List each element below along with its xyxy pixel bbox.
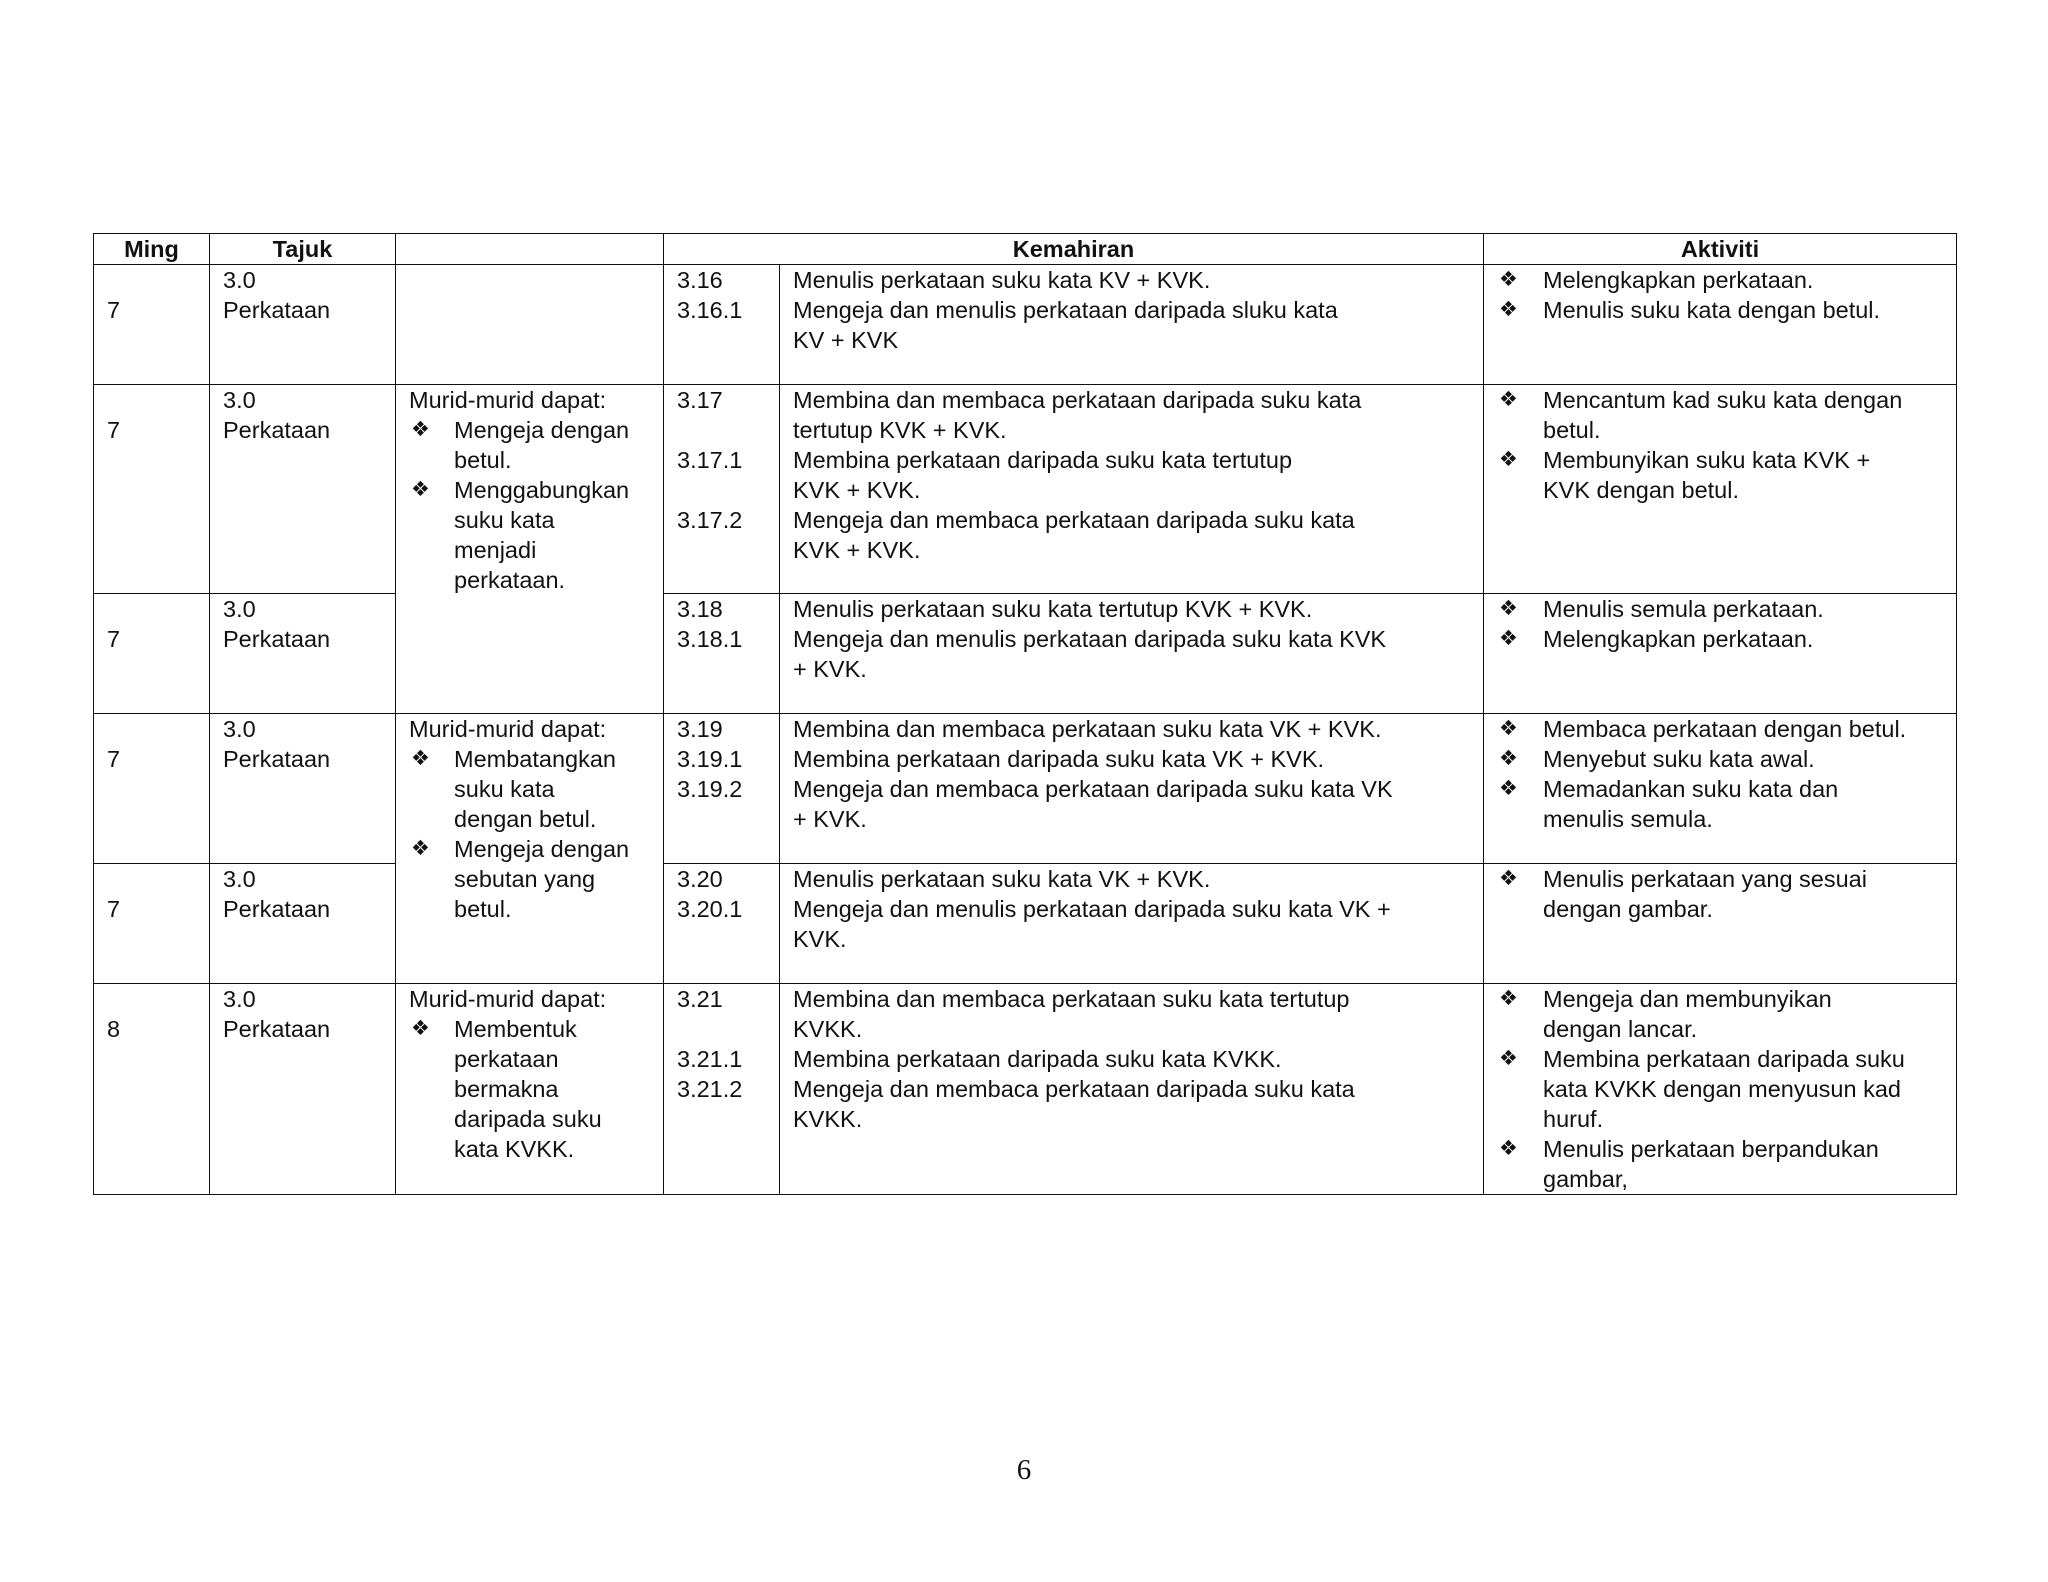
activity-item-text: Mengeja dan membunyikan xyxy=(1543,986,1832,1012)
activity-item-list xyxy=(1497,594,1943,654)
activity-item xyxy=(1497,714,1943,744)
skill-desc-cell xyxy=(780,864,1484,984)
skill-text: Mengeja dan menulis perkataan daripada sluku kata xyxy=(793,297,1338,323)
bullet-diamond-icon: ❖ xyxy=(1499,747,1518,770)
bullet-diamond-icon: ❖ xyxy=(411,747,430,770)
skill-desc-cell xyxy=(780,984,1484,1195)
skill-text: Membina perkataan daripada suku kata KVKK. xyxy=(793,1046,1282,1072)
objective-item-text: suku kata xyxy=(454,776,555,802)
page-number: 6 xyxy=(1016,1454,1032,1486)
skill-text: + KVK. xyxy=(793,806,867,832)
objective-cell xyxy=(396,385,664,714)
blank-line xyxy=(677,325,766,355)
activity-item xyxy=(1497,594,1943,624)
topic-cell xyxy=(210,984,396,1195)
header-objective xyxy=(396,234,664,265)
skill-code-cell xyxy=(664,385,780,594)
skill-text: Menulis perkataan suku kata KV + KVK. xyxy=(793,267,1211,293)
skill-code-cell xyxy=(664,714,780,864)
bullet-diamond-icon: ❖ xyxy=(1499,448,1518,471)
objective-item-text: Menggabungkan xyxy=(454,477,630,503)
bullet-diamond-icon: ❖ xyxy=(411,478,430,501)
activity-item-list xyxy=(1497,385,1943,505)
week-cell: 7 xyxy=(94,594,210,714)
skill-text: Menulis perkataan suku kata VK + KVK. xyxy=(793,866,1211,892)
skill-code: 3.19.2 xyxy=(677,776,743,802)
activity-item-text: Membina perkataan daripada suku xyxy=(1543,1046,1905,1072)
activity-item-text: Memadankan suku kata dan xyxy=(1543,776,1839,802)
week-cell: 7 xyxy=(94,265,210,385)
skill-desc-cell xyxy=(780,594,1484,714)
objective-intro: Murid-murid dapat: xyxy=(409,986,607,1012)
activity-cell xyxy=(1484,385,1957,594)
header-week: Ming xyxy=(94,234,210,265)
activity-item-text: Melengkapkan perkataan. xyxy=(1543,267,1814,293)
activity-cell xyxy=(1484,984,1957,1195)
skill-text: Membina dan membaca perkataan daripada suku kata xyxy=(793,387,1362,413)
activity-item-text: Menulis suku kata dengan betul. xyxy=(1543,297,1881,323)
blank-line xyxy=(677,924,766,954)
skill-text: KVKK. xyxy=(793,1106,863,1132)
skill-code-cell xyxy=(664,594,780,714)
objective-item-list xyxy=(409,744,650,924)
header-row xyxy=(94,234,1957,265)
objective-intro: Murid-murid dapat: xyxy=(409,387,607,413)
blank-line xyxy=(677,654,766,684)
topic-text: 3.0 xyxy=(223,596,256,622)
activity-item-text: kata KVKK dengan menyusun kad xyxy=(1543,1076,1901,1102)
objective-item-text: Membentuk xyxy=(454,1016,577,1042)
activity-item-text: Membunyikan suku kata KVK + xyxy=(1543,447,1871,473)
topic-cell xyxy=(210,594,396,714)
topic-text: 3.0 xyxy=(223,716,256,742)
skill-text: KVKK. xyxy=(793,1016,863,1042)
skill-text: + KVK. xyxy=(793,656,867,682)
skill-text: Mengeja dan menulis perkataan daripada suku kata KVK xyxy=(793,626,1387,652)
topic-text: 3.0 xyxy=(223,866,256,892)
skill-code: 3.17.1 xyxy=(677,447,743,473)
topic-text: Perkataan xyxy=(223,297,331,323)
week-cell: 7 xyxy=(94,864,210,984)
table-row xyxy=(94,714,1957,864)
activity-item-text: dengan gambar. xyxy=(1543,896,1713,922)
week-cell: 7 xyxy=(94,385,210,594)
bullet-diamond-icon: ❖ xyxy=(1499,867,1518,890)
topic-text: Perkataan xyxy=(223,417,331,443)
activity-item-list xyxy=(1497,265,1943,325)
skill-code: 3.21.1 xyxy=(677,1046,743,1072)
objective-item-text: bermakna xyxy=(454,1076,559,1102)
activity-item-text: Menulis perkataan yang sesuai xyxy=(1543,866,1867,892)
activity-item-text: Mencantum kad suku kata dengan xyxy=(1543,387,1903,413)
bullet-diamond-icon: ❖ xyxy=(1499,388,1518,411)
activity-item-text: huruf. xyxy=(1543,1106,1604,1132)
skill-text: Menulis perkataan suku kata tertutup KVK + KVK. xyxy=(793,596,1313,622)
skill-code: 3.16.1 xyxy=(677,297,743,323)
objective-item-text: menjadi xyxy=(454,537,537,563)
objective-item xyxy=(409,744,650,834)
skill-text: Membina perkataan daripada suku kata VK + KVK. xyxy=(793,746,1325,772)
week-cell: 8 xyxy=(94,984,210,1195)
activity-item xyxy=(1497,445,1943,505)
activity-cell xyxy=(1484,714,1957,864)
skill-code: 3.17.2 xyxy=(677,507,743,533)
bullet-diamond-icon: ❖ xyxy=(1499,717,1518,740)
blank-line xyxy=(677,475,766,505)
activity-item xyxy=(1497,1044,1943,1134)
lesson-plan-table xyxy=(93,233,1957,1195)
header-topic: Tajuk xyxy=(210,234,396,265)
topic-text: 3.0 xyxy=(223,387,256,413)
objective-item-text: dengan betul. xyxy=(454,806,597,832)
skill-text: KVK + KVK. xyxy=(793,537,921,563)
activity-item xyxy=(1497,864,1943,924)
skill-desc-cell xyxy=(780,714,1484,864)
activity-item xyxy=(1497,774,1943,834)
topic-cell xyxy=(210,714,396,864)
topic-text: Perkataan xyxy=(223,746,331,772)
objective-item-text: betul. xyxy=(454,447,512,473)
week-cell: 7 xyxy=(94,714,210,864)
table-row xyxy=(94,265,1957,385)
blank-line xyxy=(677,535,766,565)
skill-code: 3.16 xyxy=(677,267,723,293)
table-row xyxy=(94,594,1957,714)
skill-code-cell xyxy=(664,265,780,385)
skill-code-cell xyxy=(664,864,780,984)
skill-code: 3.21.2 xyxy=(677,1076,743,1102)
header-skills: Kemahiran xyxy=(664,234,1484,265)
skill-text: Mengeja dan menulis perkataan daripada suku kata VK + xyxy=(793,896,1391,922)
blank-line xyxy=(677,415,766,445)
skill-text: Membina perkataan daripada suku kata tertutup xyxy=(793,447,1293,473)
activity-item xyxy=(1497,744,1943,774)
header-activities: Aktiviti xyxy=(1484,234,1957,265)
bullet-diamond-icon: ❖ xyxy=(1499,1137,1518,1160)
table-row xyxy=(94,984,1957,1195)
skill-desc-cell xyxy=(780,385,1484,594)
skill-text: KV + KVK xyxy=(793,327,899,353)
bullet-diamond-icon: ❖ xyxy=(1499,987,1518,1010)
skill-code: 3.18.1 xyxy=(677,626,743,652)
activity-item-text: KVK dengan betul. xyxy=(1543,477,1739,503)
skill-text: Mengeja dan membaca perkataan daripada suku kata xyxy=(793,1076,1355,1102)
activity-item-text: menulis semula. xyxy=(1543,806,1713,832)
skill-text: Membina dan membaca perkataan suku kata VK + KVK. xyxy=(793,716,1382,742)
activity-item xyxy=(1497,265,1943,295)
skill-code: 3.20 xyxy=(677,866,723,892)
topic-text: 3.0 xyxy=(223,267,256,293)
activity-item-text: dengan lancar. xyxy=(1543,1016,1698,1042)
skill-text: KVK + KVK. xyxy=(793,477,921,503)
activity-item xyxy=(1497,1134,1943,1194)
bullet-diamond-icon: ❖ xyxy=(1499,1047,1518,1070)
objective-item-text: betul. xyxy=(454,896,512,922)
objective-item-text: suku kata xyxy=(454,507,555,533)
objective-item xyxy=(409,834,650,924)
objective-item xyxy=(409,415,650,475)
objective-item-text: daripada suku xyxy=(454,1106,602,1132)
bullet-diamond-icon: ❖ xyxy=(1499,777,1518,800)
bullet-diamond-icon: ❖ xyxy=(411,418,430,441)
activity-item-text: Menulis perkataan berpandukan xyxy=(1543,1136,1879,1162)
activity-item xyxy=(1497,385,1943,445)
objective-item xyxy=(409,475,650,595)
activity-item-list xyxy=(1497,714,1943,834)
activity-cell xyxy=(1484,594,1957,714)
activity-item-text: Membaca perkataan dengan betul. xyxy=(1543,716,1907,742)
objective-cell xyxy=(396,714,664,984)
objective-item-text: sebutan yang xyxy=(454,866,596,892)
skill-code: 3.21 xyxy=(677,986,723,1012)
objective-item xyxy=(409,1014,650,1164)
blank-line xyxy=(677,804,766,834)
activity-item-text: Menulis semula perkataan. xyxy=(1543,596,1824,622)
skill-text: Mengeja dan membaca perkataan daripada suku kata xyxy=(793,507,1355,533)
objective-intro: Murid-murid dapat: xyxy=(409,716,607,742)
objective-item-text: Mengeja dengan xyxy=(454,836,630,862)
activity-item-text: Menyebut suku kata awal. xyxy=(1543,746,1815,772)
activity-cell xyxy=(1484,265,1957,385)
skill-text: Membina dan membaca perkataan suku kata tertutup xyxy=(793,986,1350,1012)
activity-item-list xyxy=(1497,984,1943,1194)
skill-code: 3.17 xyxy=(677,387,723,413)
blank-line xyxy=(677,1014,766,1044)
activity-item xyxy=(1497,984,1943,1044)
skill-desc-cell xyxy=(780,265,1484,385)
bullet-diamond-icon: ❖ xyxy=(1499,268,1518,291)
skill-code: 3.20.1 xyxy=(677,896,743,922)
topic-text: Perkataan xyxy=(223,626,331,652)
objective-item-list xyxy=(409,415,650,595)
activity-item-text: Melengkapkan perkataan. xyxy=(1543,626,1814,652)
objective-item-text: kata KVKK. xyxy=(454,1136,575,1162)
objective-item-text: perkataan xyxy=(454,1046,559,1072)
skill-code-cell xyxy=(664,984,780,1195)
objective-item-list xyxy=(409,1014,650,1164)
table-row xyxy=(94,385,1957,594)
topic-cell xyxy=(210,265,396,385)
activity-item-text: betul. xyxy=(1543,417,1601,443)
topic-cell xyxy=(210,385,396,594)
objective-item-text: Mengeja dengan xyxy=(454,417,630,443)
activity-cell xyxy=(1484,864,1957,984)
activity-item-list xyxy=(1497,864,1943,924)
activity-item xyxy=(1497,295,1943,325)
bullet-diamond-icon: ❖ xyxy=(1499,597,1518,620)
topic-cell xyxy=(210,864,396,984)
skill-code: 3.19 xyxy=(677,716,723,742)
topic-text: Perkataan xyxy=(223,1016,331,1042)
table-row xyxy=(94,864,1957,984)
skill-code: 3.19.1 xyxy=(677,746,743,772)
bullet-diamond-icon: ❖ xyxy=(1499,298,1518,321)
objective-cell xyxy=(396,265,664,385)
objective-item-text: Membatangkan xyxy=(454,746,616,772)
skill-text: KVK. xyxy=(793,926,847,952)
skill-text: tertutup KVK + KVK. xyxy=(793,417,1007,443)
blank-line xyxy=(677,1104,766,1134)
bullet-diamond-icon: ❖ xyxy=(411,837,430,860)
activity-item xyxy=(1497,624,1943,654)
objective-item-text: perkataan. xyxy=(454,567,566,593)
objective-cell xyxy=(396,984,664,1195)
topic-text: Perkataan xyxy=(223,896,331,922)
bullet-diamond-icon: ❖ xyxy=(1499,627,1518,650)
activity-item-text: gambar, xyxy=(1543,1166,1628,1192)
skill-text: Mengeja dan membaca perkataan daripada suku kata VK xyxy=(793,776,1393,802)
skill-code: 3.18 xyxy=(677,596,723,622)
topic-text: 3.0 xyxy=(223,986,256,1012)
bullet-diamond-icon: ❖ xyxy=(411,1017,430,1040)
